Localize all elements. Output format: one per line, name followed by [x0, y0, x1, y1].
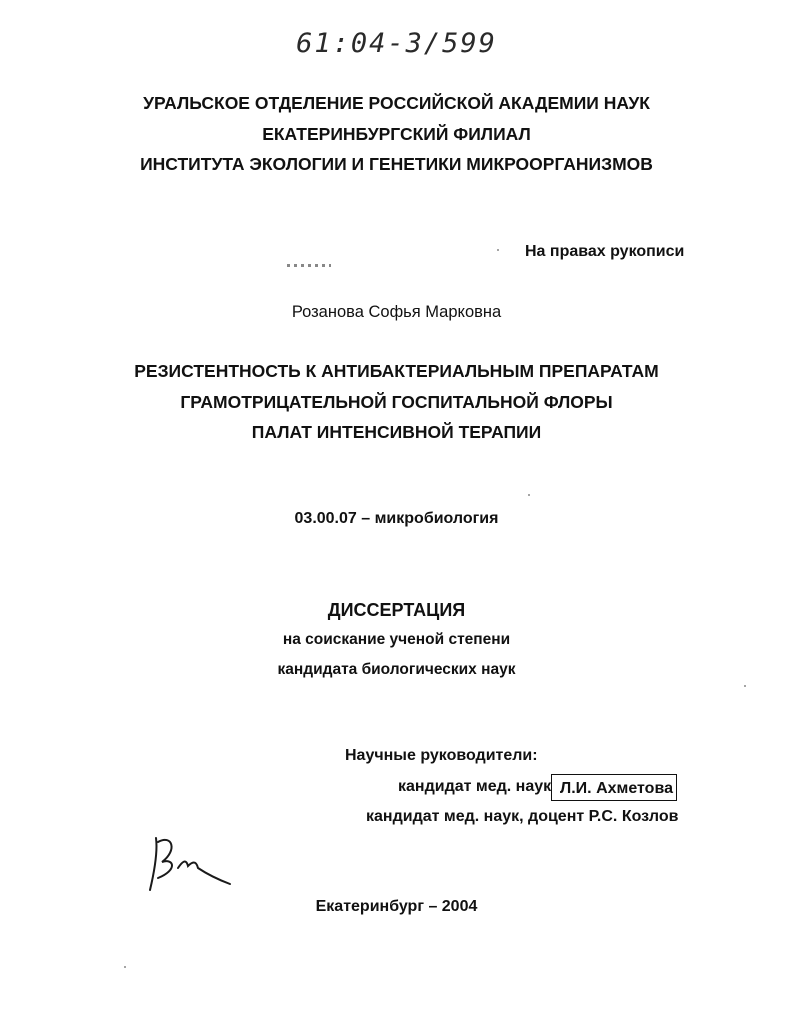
supervisor-1-name-box: Л.И. Ахметова — [551, 774, 677, 801]
scan-smudge — [287, 264, 331, 267]
handwritten-signature — [138, 828, 238, 898]
title-line-2: ГРАМОТРИЦАТЕЛЬНОЙ ГОСПИТАЛЬНОЙ ФЛОРЫ — [180, 392, 613, 412]
organization-line-2: ЕКАТЕРИНБУРГСКИЙ ФИЛИАЛ — [262, 124, 531, 144]
specialty-code: 03.00.07 – микробиология — [294, 510, 499, 527]
organization-line-1: УРАЛЬСКОЕ ОТДЕЛЕНИЕ РОССИЙСКОЙ АКАДЕМИИ НАУК — [143, 93, 650, 113]
scan-speck — [497, 249, 499, 251]
place-and-year: Екатеринбург – 2004 — [315, 898, 478, 915]
archive-number: 61:04-3/599 — [296, 28, 497, 59]
supervisor-1-degree: кандидат мед. наук — [398, 778, 552, 795]
organization-line-3: ИНСТИТУТА ЭКОЛОГИИ И ГЕНЕТИКИ МИКРООРГАНИЗМОВ — [140, 154, 653, 174]
supervisor-2: кандидат мед. наук, доцент Р.С. Козлов — [366, 808, 679, 825]
degree-line-2: кандидата биологических наук — [277, 661, 516, 678]
degree-line-1: на соискание ученой степени — [282, 631, 511, 648]
supervisors-heading: Научные руководители: — [345, 747, 538, 764]
rights-note: На правах рукописи — [525, 243, 685, 260]
title-line-3: ПАЛАТ ИНТЕНСИВНОЙ ТЕРАПИИ — [251, 422, 542, 442]
scan-speck — [124, 966, 126, 968]
title-line-1: РЕЗИСТЕНТНОСТЬ К АНТИБАКТЕРИАЛЬНЫМ ПРЕПАРАТАМ — [134, 361, 659, 381]
scan-speck — [528, 494, 530, 496]
scan-speck — [744, 685, 746, 687]
dissertation-heading: ДИССЕРТАЦИЯ — [327, 600, 466, 620]
author-name: Розанова Софья Марковна — [291, 303, 502, 321]
